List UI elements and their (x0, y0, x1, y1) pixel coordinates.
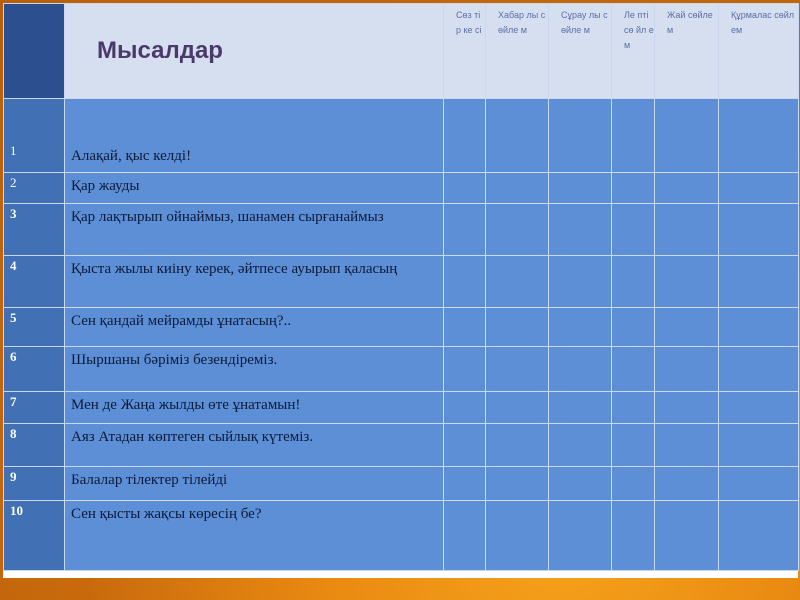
answer-cell[interactable] (486, 256, 549, 308)
answer-cell[interactable] (486, 308, 549, 347)
answer-cell[interactable] (719, 501, 799, 571)
answer-cell[interactable] (719, 424, 799, 467)
answer-cell[interactable] (444, 501, 486, 571)
answer-cell[interactable] (612, 347, 655, 392)
table-row (4, 99, 799, 173)
answer-cell[interactable] (444, 173, 486, 204)
answer-cell[interactable] (486, 424, 549, 467)
answer-cell[interactable] (444, 256, 486, 308)
answer-cell[interactable] (444, 204, 486, 256)
answer-cell[interactable] (612, 256, 655, 308)
answer-cell[interactable] (444, 347, 486, 392)
row-number: 9 (10, 469, 17, 484)
title-header-cell (65, 4, 444, 99)
header-row (4, 4, 799, 99)
answer-cell[interactable] (612, 308, 655, 347)
answer-cell[interactable] (486, 173, 549, 204)
answer-cell[interactable] (444, 467, 486, 501)
answer-cell[interactable] (444, 392, 486, 424)
table-row (4, 173, 799, 204)
sentence-text: Қар жауды (71, 178, 140, 194)
answer-cell[interactable] (655, 424, 719, 467)
sentence-cell (65, 467, 444, 501)
column-header (612, 4, 655, 99)
sentence-text: Қар лақтырып ойнаймыз, шанамен сырғанаймыз (71, 209, 384, 225)
row-number-cell (4, 392, 65, 424)
table-title: Мысалдар (97, 37, 223, 64)
answer-cell[interactable] (549, 467, 612, 501)
sentence-text: Алақай, қыс келді! (71, 148, 192, 164)
row-number: 5 (10, 310, 17, 325)
column-header-label: Ле пті сө йл ем (624, 10, 654, 50)
answer-cell[interactable] (612, 501, 655, 571)
answer-cell[interactable] (719, 173, 799, 204)
answer-cell[interactable] (612, 467, 655, 501)
row-number-cell (4, 256, 65, 308)
table-row (4, 467, 799, 501)
sentence-text: Сен қандай мейрамды ұнатасың?.. (71, 313, 292, 329)
answer-cell[interactable] (612, 424, 655, 467)
row-number-cell (4, 467, 65, 501)
row-number-cell (4, 308, 65, 347)
sentence-cell (65, 256, 444, 308)
sentence-cell (65, 424, 444, 467)
answer-cell[interactable] (549, 424, 612, 467)
answer-cell[interactable] (655, 204, 719, 256)
examples-table (3, 3, 799, 571)
column-header-label: Сөз тір ке сі (456, 10, 482, 35)
row-number-cell (4, 501, 65, 571)
answer-cell[interactable] (486, 392, 549, 424)
answer-cell[interactable] (719, 308, 799, 347)
sentence-cell (65, 99, 444, 173)
answer-cell[interactable] (655, 256, 719, 308)
table-row (4, 501, 799, 571)
answer-cell[interactable] (719, 99, 799, 173)
answer-cell[interactable] (486, 347, 549, 392)
sentence-text: Сен қысты жақсы көресің бе? (71, 506, 262, 522)
column-header-label: Жай сөйле м (667, 10, 713, 35)
answer-cell[interactable] (486, 501, 549, 571)
answer-cell[interactable] (549, 204, 612, 256)
answer-cell[interactable] (549, 501, 612, 571)
answer-cell[interactable] (486, 467, 549, 501)
answer-cell[interactable] (655, 173, 719, 204)
row-number-cell (4, 347, 65, 392)
table-row (4, 204, 799, 256)
answer-cell[interactable] (444, 99, 486, 173)
row-number: 1 (10, 143, 17, 158)
sentence-text: Балалар тілектер тілейді (71, 472, 228, 488)
answer-cell[interactable] (549, 392, 612, 424)
row-number: 10 (10, 503, 23, 518)
column-header-label: Құрмалас сөйлем (731, 10, 794, 35)
answer-cell[interactable] (719, 204, 799, 256)
answer-cell[interactable] (486, 204, 549, 256)
sentence-text: Аяз Атадан көптеген сыйлық күтеміз. (71, 429, 314, 445)
sentence-text: Қыста жылы киіну керек, әйтпесе ауырып қаласың (71, 261, 398, 277)
answer-cell[interactable] (655, 501, 719, 571)
row-number: 8 (10, 426, 17, 441)
column-header-label: Сұрау лы сөйле м (561, 10, 608, 35)
sentence-cell (65, 392, 444, 424)
column-header-label: Хабар лы сөйле м (498, 10, 546, 35)
table-row (4, 347, 799, 392)
row-number: 7 (10, 394, 17, 409)
column-header (655, 4, 719, 99)
sentence-cell (65, 308, 444, 347)
answer-cell[interactable] (444, 308, 486, 347)
column-header (549, 4, 612, 99)
column-header (444, 4, 486, 99)
row-number: 2 (10, 175, 17, 190)
sentence-text: Мен де Жаңа жылды өте ұнатамын! (71, 397, 301, 413)
row-number-cell (4, 99, 65, 173)
row-number-cell (4, 204, 65, 256)
answer-cell[interactable] (719, 392, 799, 424)
sentence-cell (65, 173, 444, 204)
column-header (486, 4, 549, 99)
number-header-cell (4, 4, 65, 99)
row-number: 3 (10, 206, 17, 221)
row-number-cell (4, 424, 65, 467)
answer-cell[interactable] (719, 467, 799, 501)
answer-cell[interactable] (719, 347, 799, 392)
answer-cell[interactable] (549, 347, 612, 392)
table-row (4, 308, 799, 347)
answer-cell[interactable] (549, 256, 612, 308)
table-row (4, 392, 799, 424)
answer-cell[interactable] (549, 99, 612, 173)
answer-cell[interactable] (655, 467, 719, 501)
sentence-cell (65, 347, 444, 392)
answer-cell[interactable] (612, 204, 655, 256)
answer-cell[interactable] (549, 308, 612, 347)
answer-cell[interactable] (549, 173, 612, 204)
table-row (4, 424, 799, 467)
sentence-text: Шыршаны бәріміз безендіреміз. (71, 352, 278, 368)
answer-cell[interactable] (655, 308, 719, 347)
answer-cell[interactable] (655, 392, 719, 424)
sentence-cell (65, 501, 444, 571)
answer-cell[interactable] (444, 424, 486, 467)
column-header (719, 4, 799, 99)
table-row (4, 256, 799, 308)
answer-cell[interactable] (612, 173, 655, 204)
row-number: 6 (10, 349, 17, 364)
answer-cell[interactable] (655, 347, 719, 392)
answer-cell[interactable] (486, 99, 549, 173)
answer-cell[interactable] (655, 99, 719, 173)
row-number-cell (4, 173, 65, 204)
answer-cell[interactable] (612, 99, 655, 173)
sentence-cell (65, 204, 444, 256)
answer-cell[interactable] (719, 256, 799, 308)
row-number: 4 (10, 258, 17, 273)
answer-cell[interactable] (612, 392, 655, 424)
